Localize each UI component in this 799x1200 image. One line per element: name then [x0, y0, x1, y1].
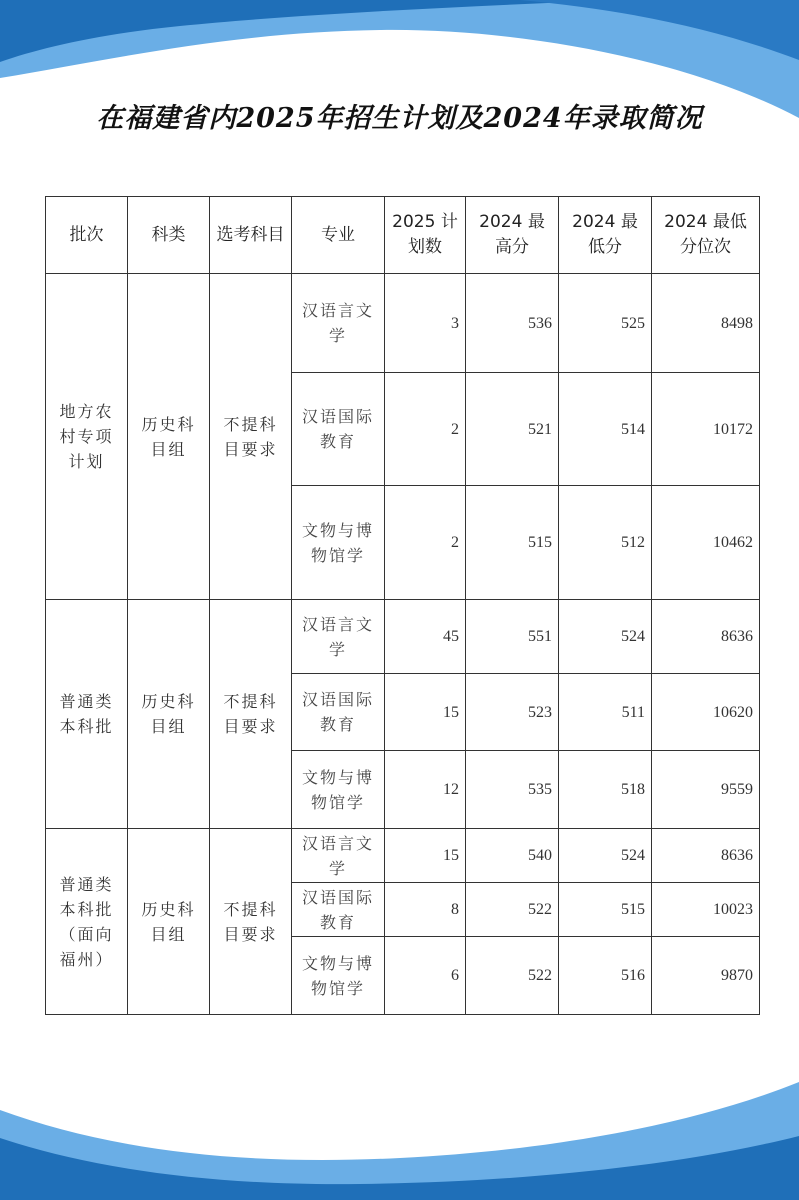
min-rank-cell: 10172	[652, 373, 760, 486]
batch-cell: 地方农村专项计划	[46, 274, 128, 600]
min-rank-cell: 8636	[652, 600, 760, 674]
category-cell: 历史科目组	[128, 274, 210, 600]
max-score-cell: 515	[466, 486, 559, 600]
min-score-cell: 525	[559, 274, 652, 373]
min-score-cell: 512	[559, 486, 652, 600]
header-max-score: 2024 最高分	[466, 197, 559, 274]
table-row	[46, 829, 760, 883]
admission-table	[45, 196, 760, 1015]
min-rank-cell: 9559	[652, 751, 760, 829]
major-cell: 文物与博物馆学	[292, 751, 385, 829]
bottom-wave-decoration	[0, 1040, 799, 1200]
max-score-cell: 521	[466, 373, 559, 486]
plan-cell: 45	[385, 600, 466, 674]
plan-cell: 2	[385, 373, 466, 486]
header-batch: 批次	[46, 197, 128, 274]
min-score-cell: 524	[559, 600, 652, 674]
major-cell: 汉语国际教育	[292, 883, 385, 937]
plan-cell: 15	[385, 829, 466, 883]
min-rank-cell: 8498	[652, 274, 760, 373]
subject-req-cell: 不提科目要求	[210, 274, 292, 600]
major-cell: 汉语言文学	[292, 274, 385, 373]
min-score-cell: 524	[559, 829, 652, 883]
page-title: 在福建省内2025年招生计划及2024年录取简况	[96, 103, 703, 134]
major-cell: 汉语言文学	[292, 600, 385, 674]
header-row	[46, 197, 760, 274]
min-rank-cell: 8636	[652, 829, 760, 883]
max-score-cell: 535	[466, 751, 559, 829]
min-rank-cell: 9870	[652, 937, 760, 1015]
subject-req-cell: 不提科目要求	[210, 829, 292, 1015]
min-rank-cell: 10462	[652, 486, 760, 600]
plan-cell: 15	[385, 674, 466, 751]
plan-cell: 3	[385, 274, 466, 373]
min-score-cell: 516	[559, 937, 652, 1015]
major-cell: 汉语言文学	[292, 829, 385, 883]
table-row	[46, 600, 760, 674]
header-category: 科类	[128, 197, 210, 274]
major-cell: 汉语国际教育	[292, 674, 385, 751]
max-score-cell: 522	[466, 883, 559, 937]
max-score-cell: 522	[466, 937, 559, 1015]
major-cell: 汉语国际教育	[292, 373, 385, 486]
min-rank-cell: 10620	[652, 674, 760, 751]
header-subject-req: 选考科目	[210, 197, 292, 274]
plan-cell: 8	[385, 883, 466, 937]
min-score-cell: 514	[559, 373, 652, 486]
min-score-cell: 518	[559, 751, 652, 829]
min-rank-cell: 10023	[652, 883, 760, 937]
header-major: 专业	[292, 197, 385, 274]
major-cell: 文物与博物馆学	[292, 486, 385, 600]
plan-cell: 2	[385, 486, 466, 600]
subject-req-cell: 不提科目要求	[210, 600, 292, 829]
min-score-cell: 515	[559, 883, 652, 937]
min-score-cell: 511	[559, 674, 652, 751]
table-row	[46, 274, 760, 373]
major-cell: 文物与博物馆学	[292, 937, 385, 1015]
category-cell: 历史科目组	[128, 829, 210, 1015]
max-score-cell: 523	[466, 674, 559, 751]
header-min-rank: 2024 最低分位次	[652, 197, 760, 274]
max-score-cell: 540	[466, 829, 559, 883]
plan-cell: 12	[385, 751, 466, 829]
category-cell: 历史科目组	[128, 600, 210, 829]
max-score-cell: 536	[466, 274, 559, 373]
batch-cell: 普通类本科批	[46, 600, 128, 829]
batch-cell: 普通类本科批（面向福州）	[46, 829, 128, 1015]
header-min-score: 2024 最低分	[559, 197, 652, 274]
header-plan: 2025 计划数	[385, 197, 466, 274]
max-score-cell: 551	[466, 600, 559, 674]
plan-cell: 6	[385, 937, 466, 1015]
